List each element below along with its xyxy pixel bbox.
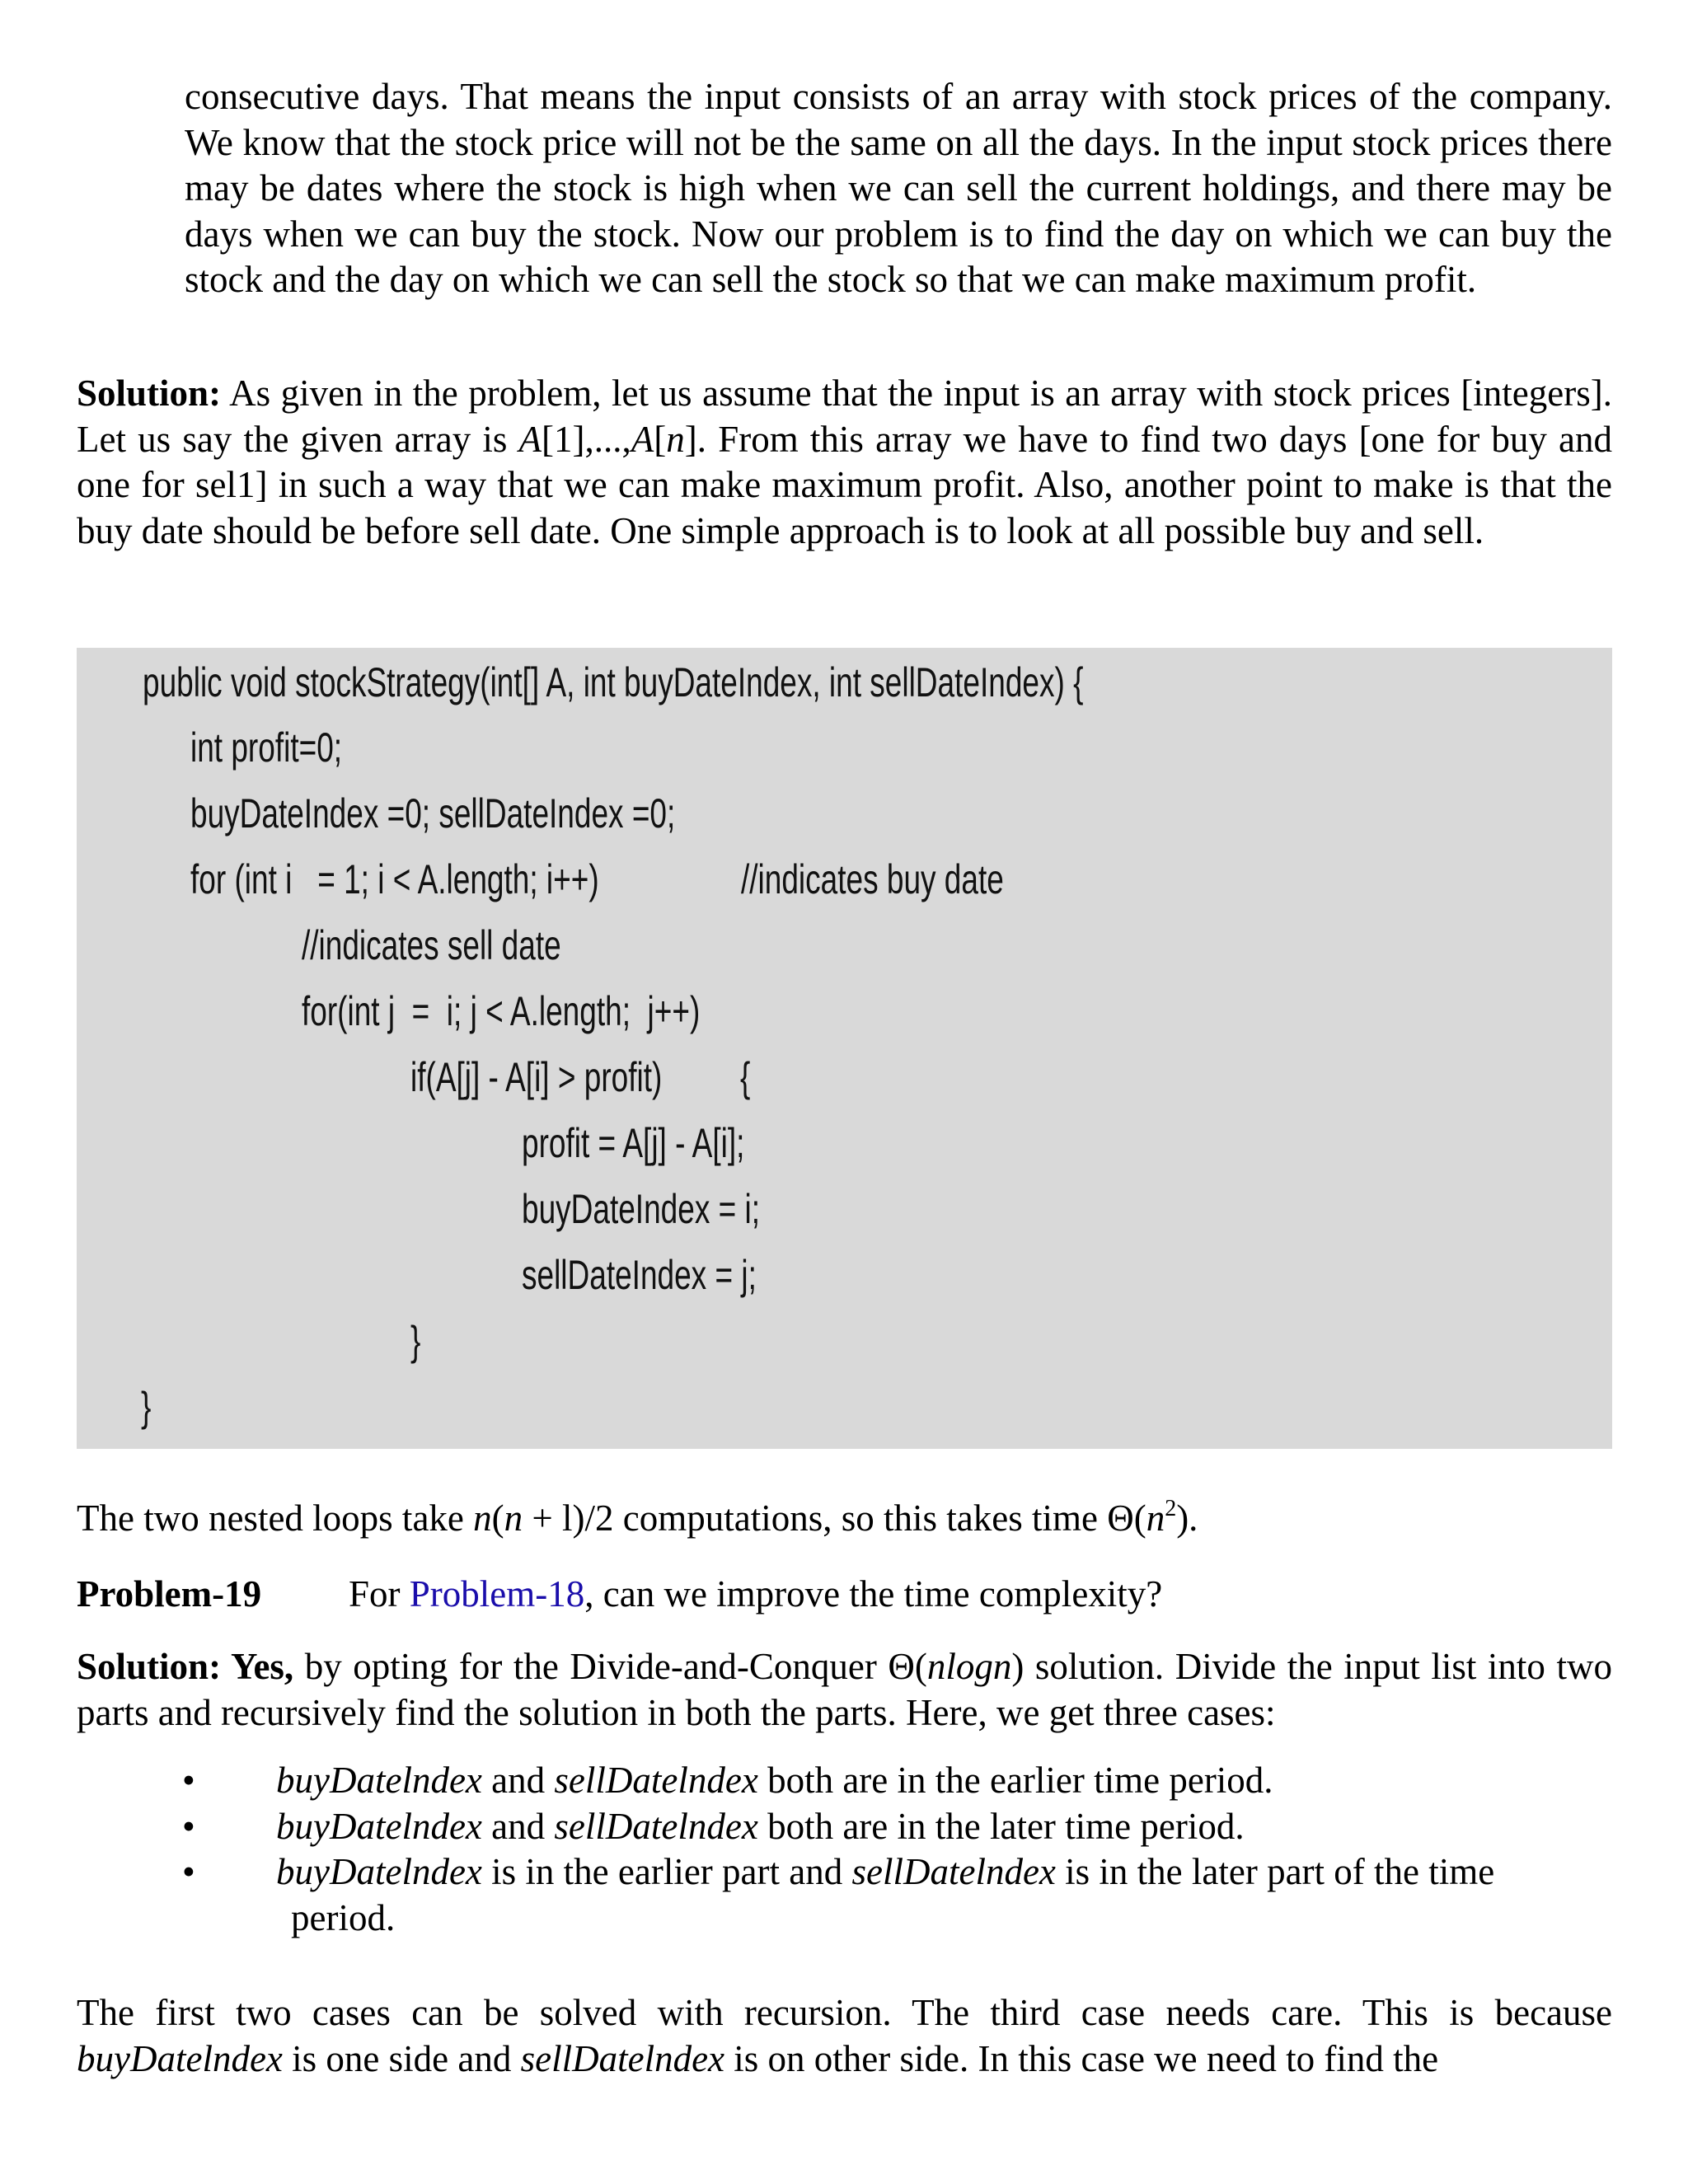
bullet-icon: • <box>182 1760 195 1801</box>
bullet-icon: • <box>182 1805 195 1847</box>
code-line: sellDateIndex = j; <box>522 1252 757 1298</box>
code-line: for (int i = 1; i < A.length; i++) <box>190 856 599 902</box>
code-line: if(A[j] - A[i] > profit) <box>410 1054 663 1100</box>
code-comment: //indicates sell date <box>302 922 561 968</box>
code-line: for(int j = i; j < A.length; j++) <box>302 988 701 1034</box>
code-brace: { <box>740 1054 751 1100</box>
code-brace: } <box>141 1384 152 1430</box>
code-brace: } <box>410 1318 421 1364</box>
code-line: buyDateIndex = i; <box>522 1186 760 1232</box>
problem-label: Problem-19 <box>77 1573 262 1615</box>
list-item: • buyDatelndex is in the earlier part and sellDatelndex is in the later part of the time period. <box>182 1851 1495 1938</box>
bullet-icon: • <box>182 1851 195 1892</box>
solution-paragraph: Solution: As given in the problem, let us assume that the input is an array with stock prices [integers]. Let us say the given array is A[1],...,A[n]. From this array we have to find two days [one for buy and one for sel1] in such a way that we can make maximum profit. Also, another point to make is that the buy date should be before sell date. One simple approach is to look at all possible buy and sell. <box>77 373 1612 551</box>
code-block <box>77 648 1612 1449</box>
solution-2-label: Solution: Yes, <box>77 1646 294 1687</box>
problem-text: For Problem-18, can we improve the time complexity? <box>349 1573 1163 1615</box>
solution-2-paragraph: Solution: Yes, by opting for the Divide-and-Conquer Θ(nlogn) solution. Divide the input list into two parts and recursively find the solution in both the parts. Here, we get three cases: <box>77 1646 1612 1733</box>
cases-list <box>77 1758 1612 1941</box>
intro-paragraph: consecutive days. That means the input consists of an array with stock prices of the company. We know that the stock price will not be the same on all the days. In the input stock prices there may be dates where the stock is high when we can sell the current holdings, and there may be days when we can buy the stock. Now our problem is to find the day on which we can buy the stock and the day on which we can sell the stock so that we can make maximum profit. <box>185 76 1612 300</box>
code-line: int profit=0; <box>190 724 343 771</box>
solution-label: Solution: <box>77 373 222 414</box>
list-item: • buyDatelndex and sellDatelndex both are in the later time period. <box>77 1804 1612 1850</box>
list-item: • buyDatelndex and sellDatelndex both are in the earlier time period. <box>77 1758 1612 1804</box>
problem-18-link[interactable]: Problem-18 <box>409 1573 585 1615</box>
code-line: profit = A[j] - A[i]; <box>522 1120 745 1166</box>
final-paragraph: The first two cases can be solved with recursion. The third case needs care. This is because buyDatelndex is one side and sellDatelndex is on other side. In this case we need to find the <box>77 1992 1612 2079</box>
code-comment: //indicates buy date <box>741 856 1004 902</box>
code-line: public void stockStrategy(int[] A, int buyDateIndex, int sellDateIndex) { <box>143 659 1084 705</box>
complexity-sentence: The two nested loops take n(n + l)/2 computations, so this takes time $\Theta(n^2)$. <box>77 1496 1198 1539</box>
problem-19-heading <box>77 1572 1163 1617</box>
code-line: buyDateIndex =0; sellDateIndex =0; <box>190 790 676 837</box>
